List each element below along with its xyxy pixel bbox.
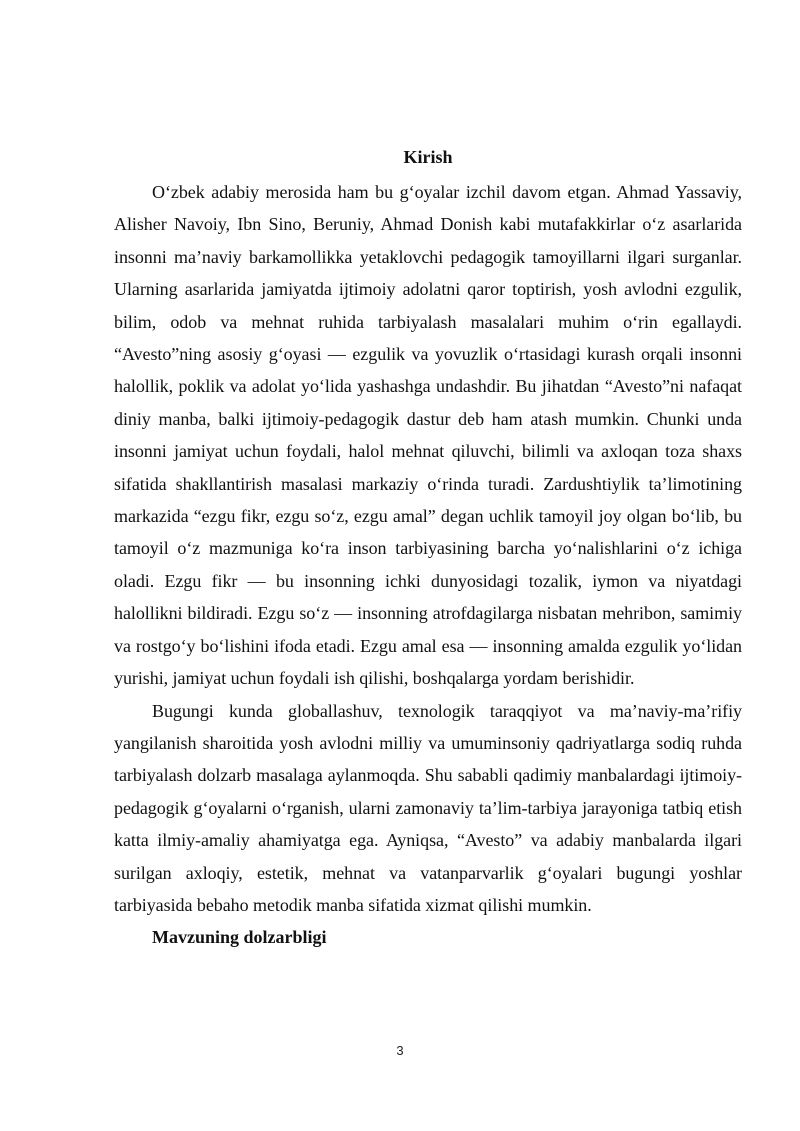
page-number: 3 [396, 1043, 404, 1058]
page-content [114, 144, 742, 953]
paragraph-2: Bugungi kunda globallashuv, texnologik taraqqiyot va ma’naviy-ma’rifiy yangilanish sharoitida yosh avlodni milliy va umuminsoniy qadriyatlarga sodiq ruhda tarbiyalash dolzarb masalaga aylanmoqda. Shu sababli qadimiy manbalardagi ijtimoiy-pedagogik g‘oyalarni o‘rganish, ularni zamonaviy ta’lim-tarbiya jarayoniga tatbiq etish katta ilmiy-amaliy ahamiyatga ega. Ayniqsa, “Avesto” va adabiy manbalarda ilgari surilgan axloqiy, estetik, mehnat va vatanparvarlik g‘oyalari bugungi yoshlar tarbiyasida bebaho metodik manba sifatida xizmat qilishi mumkin. [114, 700, 742, 915]
subsection-heading: Mavzuning dolzarbligi [152, 927, 327, 948]
section-heading: Kirish [403, 147, 453, 167]
paragraph-1: O‘zbek adabiy merosida ham bu g‘oyalar izchil davom etgan. Ahmad Yassaviy, Alisher Navoiy, Ibn Sino, Beruniy, Ahmad Donish kabi mutafakkirlar o‘z asarlarida insonni ma’naviy barkamollikka yetaklovchi pedagogik tamoyillarni ilgari surganlar. Ularning asarlarida jamiyatda ijtimoiy adolatni qaror toptirish, yosh avlodni ezgulik, bilim, odob va mehnat ruhida tarbiyalash masalalari muhim o‘rin egallaydi. “Avesto”ning asosiy g‘oyasi — ezgulik va yovuzlik o‘rtasidagi kurash orqali insonni halollik, poklik va adolat yo‘lida yashashga undashdir. Bu jihatdan “Avesto”ni nafaqat diniy manba, balki ijtimoiy-pedagogik dastur deb ham atash mumkin. Chunki unda insonni jamiyat uchun foydali, halol mehnat qiluvchi, bilimli va axloqan toza shaxs sifatida shakllantirish masalasi markaziy o‘rinda turadi. Zardushtiylik ta’limotining markazida “ezgu fikr, ezgu so‘z, ezgu amal” degan uchlik tamoyil joy olgan bo‘lib, bu tamoyil o‘z mazmuniga ko‘ra inson tarbiyasining barcha yo‘nalishlarini o‘z ichiga oladi. Ezgu fikr — bu insonning ichki dunyosidagi tozalik, iymon va niyatdagi halollikni bildiradi. Ezgu so‘z — insonning atrofdagilarga nisbatan mehribon, samimiy va rostgo‘y bo‘lishini ifoda etadi. Ezgu amal esa — insonning amalda ezgulik yo‘lidan yurishi, jamiyat uchun foydali ish qilishi, boshqalarga yordam berishidir. [114, 182, 742, 689]
